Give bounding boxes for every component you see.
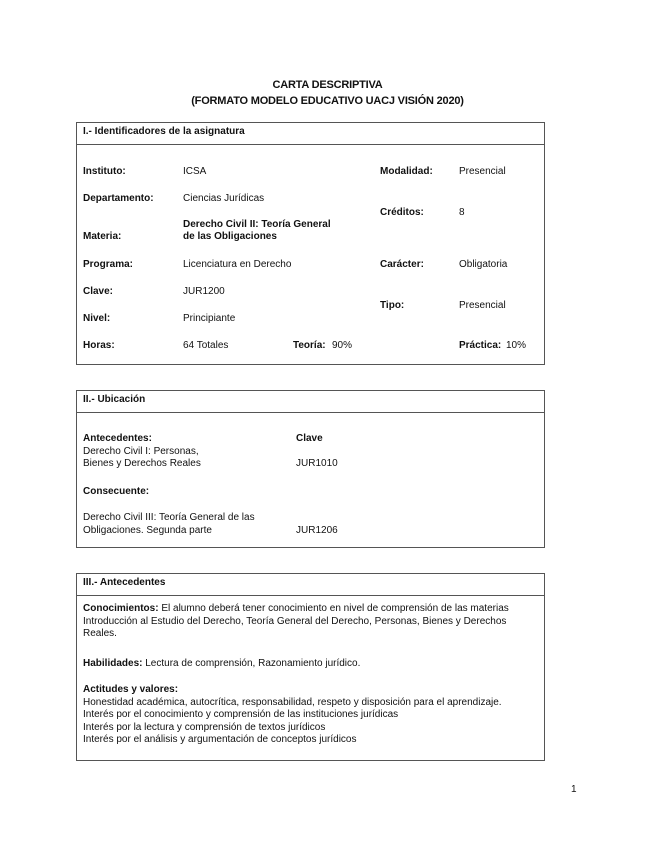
creditos-value: 8 xyxy=(459,207,465,218)
section-ubicacion xyxy=(76,390,545,548)
teoria-value: 90% xyxy=(332,340,353,351)
section-heading: II.- Ubicación xyxy=(77,391,544,413)
caracter-value: Obligatoria xyxy=(459,259,508,270)
actitudes-line: Interés por el conocimiento y comprensión de las instituciones jurídicas xyxy=(83,709,399,720)
programa-label: Programa: xyxy=(83,259,134,270)
section-heading: I.- Identificadores de la asignatura xyxy=(77,123,544,145)
materia-value-line1: Derecho Civil II: Teoría General xyxy=(183,219,331,230)
section-identificadores xyxy=(76,122,545,365)
clave-value: JUR1200 xyxy=(183,286,225,297)
consecuente-clave: JUR1206 xyxy=(296,525,338,536)
programa-value: Licenciatura en Derecho xyxy=(183,259,292,270)
page-number: 1 xyxy=(571,784,577,795)
conocimientos-label: Conocimientos: xyxy=(83,603,159,614)
document-title: CARTA DESCRIPTIVA xyxy=(272,79,383,91)
caracter-label: Carácter: xyxy=(380,259,424,270)
modalidad-value: Presencial xyxy=(459,166,506,177)
tipo-label: Tipo: xyxy=(380,300,405,311)
nivel-value: Principiante xyxy=(183,313,236,324)
creditos-label: Créditos: xyxy=(380,207,424,218)
consecuente-label: Consecuente: xyxy=(83,486,150,497)
actitudes-label: Actitudes y valores: xyxy=(83,684,179,695)
tipo-value: Presencial xyxy=(459,300,506,311)
practica-label: Práctica: xyxy=(459,340,502,351)
conocimientos-text: El alumno deberá tener conocimiento en nivel de comprensión de las materias Introducción al Estudio del Derecho, Teoría General del Derecho, Personas, Bienes y Derechos Reales. xyxy=(83,603,509,639)
departamento-value: Ciencias Jurídicas xyxy=(183,193,265,204)
habilidades-text: Lectura de comprensión, Razonamiento jurídico. xyxy=(145,658,361,669)
document-subtitle: (FORMATO MODELO EDUCATIVO UACJ VISIÓN 2020) xyxy=(191,95,464,107)
clave-column-label: Clave xyxy=(296,433,323,444)
materia-label: Materia: xyxy=(83,231,122,242)
actitudes-line: Honestidad académica, autocrítica, responsabilidad, respeto y disposición para el aprendizaje. xyxy=(83,696,502,708)
horas-value: 64 Totales xyxy=(183,340,229,351)
instituto-value: ICSA xyxy=(183,166,207,177)
actitudes-block xyxy=(83,684,541,747)
nivel-label: Nivel: xyxy=(83,313,111,324)
practica-value: 10% xyxy=(506,340,527,351)
consecuente-line1: Derecho Civil III: Teoría General de las xyxy=(83,512,255,523)
habilidades-label: Habilidades: xyxy=(83,658,143,669)
horas-label: Horas: xyxy=(83,340,115,351)
departamento-label: Departamento: xyxy=(83,193,154,204)
clave-label: Clave: xyxy=(83,286,114,297)
materia-value-line2: de las Obligaciones xyxy=(183,231,277,242)
antecedentes-label: Antecedentes: xyxy=(83,433,152,444)
consecuente-line2: Obligaciones. Segunda parte xyxy=(83,525,212,536)
teoria-label: Teoría: xyxy=(293,340,326,351)
antecedente-clave: JUR1010 xyxy=(296,458,338,469)
antecedente-line2: Bienes y Derechos Reales xyxy=(83,458,201,469)
instituto-label: Instituto: xyxy=(83,166,126,177)
conocimientos-paragraph xyxy=(83,603,541,641)
habilidades-paragraph xyxy=(83,658,541,671)
section-heading: III.- Antecedentes xyxy=(77,574,544,596)
antecedente-line1: Derecho Civil I: Personas, xyxy=(83,446,199,457)
modalidad-label: Modalidad: xyxy=(380,166,433,177)
actitudes-line: Interés por la lectura y comprensión de textos jurídicos xyxy=(83,721,326,733)
section-antecedentes xyxy=(76,573,545,761)
actitudes-line: Interés por el análisis y argumentación de conceptos jurídicos xyxy=(83,734,357,745)
